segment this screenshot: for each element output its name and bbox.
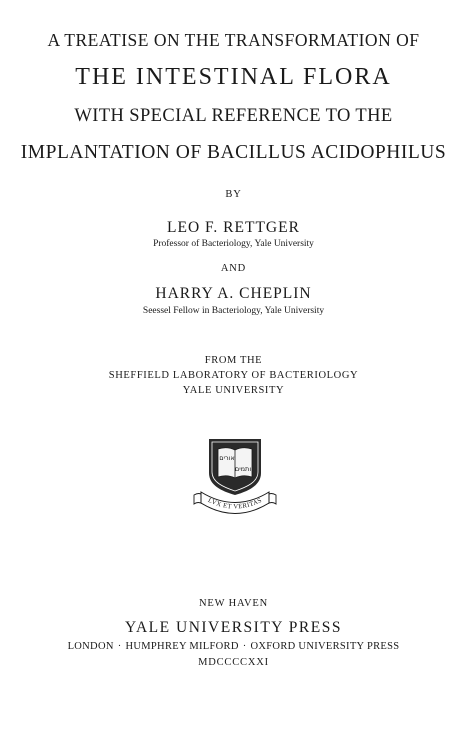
imprint-year: MDCCCCXXI xyxy=(198,657,269,668)
yale-seal-icon xyxy=(191,437,279,515)
university-name: YALE UNIVERSITY xyxy=(182,385,285,396)
imprint-london-part: OXFORD UNIVERSITY PRESS xyxy=(250,641,400,652)
laboratory-name: SHEFFIELD LABORATORY OF BACTERIOLOGY xyxy=(108,370,359,381)
author-2-affiliation: Seessel Fellow in Bacteriology, Yale University xyxy=(142,306,325,316)
imprint-london-part: HUMPHREY MILFORD xyxy=(125,641,239,652)
title-line-1: A TREATISE ON THE TRANSFORMATION OF xyxy=(47,30,420,50)
separator-dot: · xyxy=(242,641,247,652)
and-label: AND xyxy=(220,263,247,274)
author-1-name: LEO F. RETTGER xyxy=(167,219,300,236)
by-label: BY xyxy=(225,189,242,200)
imprint-london-part: LONDON xyxy=(67,641,114,652)
separator-dot: · xyxy=(117,641,122,652)
seal-book-text-right: ותמים xyxy=(234,465,252,473)
imprint-london-line xyxy=(0,641,467,652)
title-line-2: THE INTESTINAL FLORA xyxy=(75,64,392,90)
author-2-name: HARRY A. CHEPLIN xyxy=(155,285,312,302)
author-1-affiliation: Professor of Bacteriology, Yale University xyxy=(153,239,314,249)
imprint-press: YALE UNIVERSITY PRESS xyxy=(125,619,342,636)
seal-motto: LVX ET VERITAS xyxy=(206,496,264,511)
title-line-4: IMPLANTATION OF BACILLUS ACIDOPHILUS xyxy=(20,142,447,163)
imprint-city: NEW HAVEN xyxy=(199,598,268,609)
title-line-3: WITH SPECIAL REFERENCE TO THE xyxy=(74,106,393,126)
seal-book-text-left: אורים xyxy=(219,454,235,462)
from-label: FROM THE xyxy=(204,355,263,366)
